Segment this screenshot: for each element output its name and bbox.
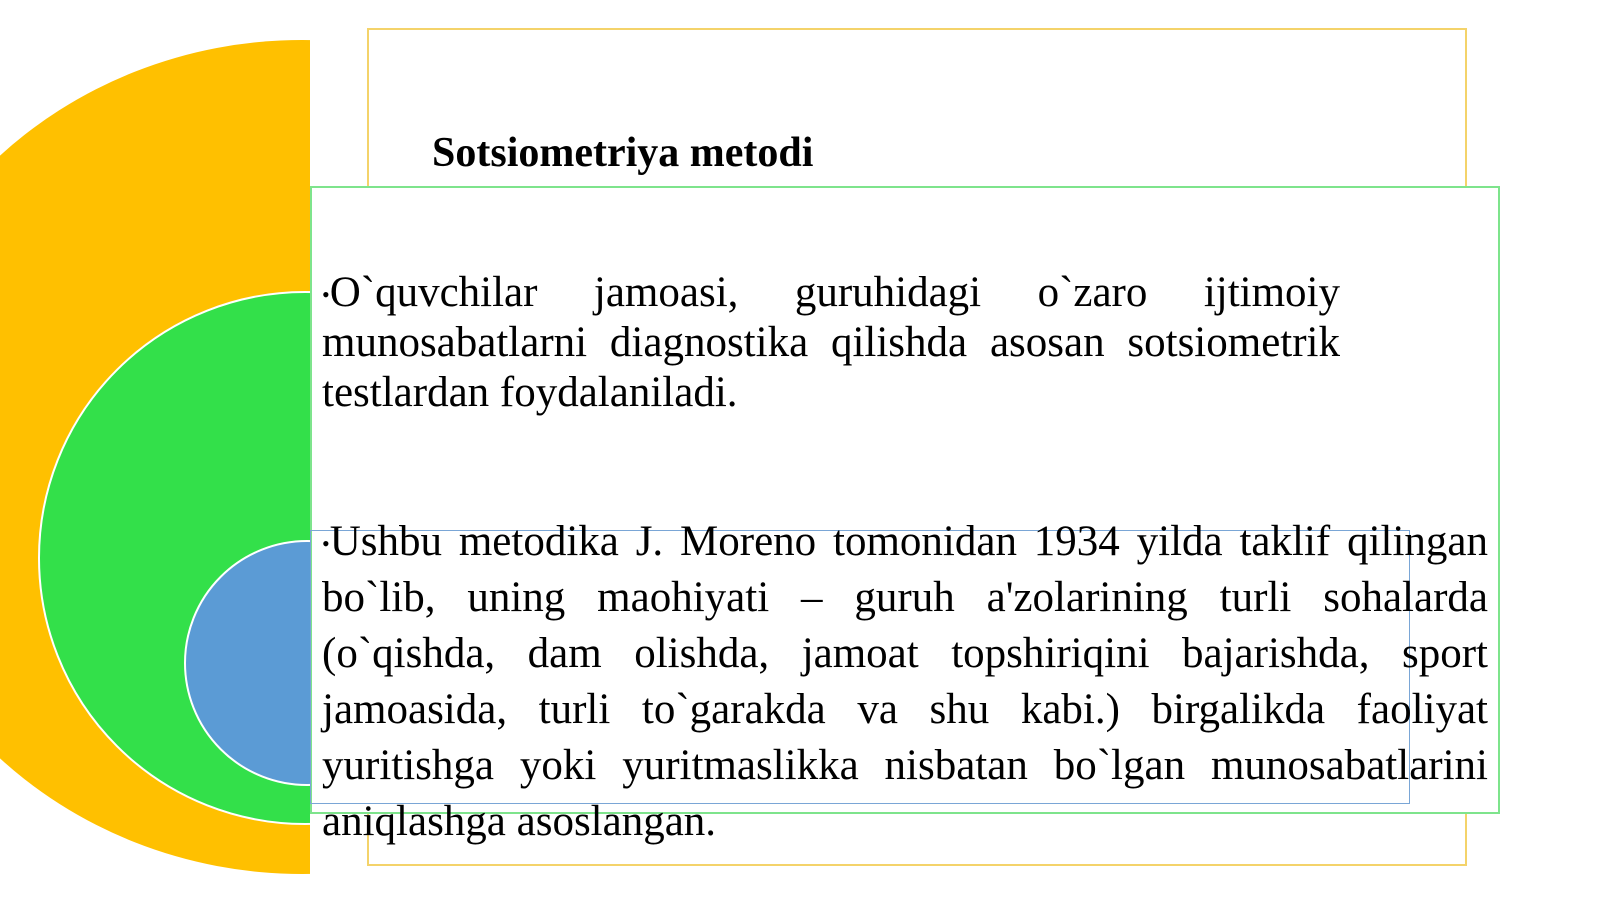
slide-title: Sotsiometriya metodi bbox=[432, 130, 814, 176]
paragraph-text: O`quvchilar jamoasi, guruhidagi o`zaro ijtimoiy munosabatlarni diagnostika qilishda asosan sotsiometrik testlardan foydalaniladi. bbox=[322, 269, 1340, 416]
bullet-paragraph-1 bbox=[322, 268, 1340, 418]
bullet-icon: • bbox=[322, 282, 330, 307]
bullet-paragraph-2 bbox=[322, 514, 1488, 850]
paragraph-text: Ushbu metodika J. Moreno tomonidan 1934 yilda taklif qilingan bo`lib, uning maohiyati – guruh a'zolarining turli sohalarda (o`qishda, dam olishda, jamoat topshiriqini bajarishda, sport jamoasida, turli to`garakda va shu kabi.) birgalikda faoliyat yuritishga yoki yuritmaslikka nisbatan bo`lgan munosabatlarini aniqlashga asoslangan. bbox=[322, 518, 1488, 845]
bullet-icon: • bbox=[322, 531, 330, 556]
